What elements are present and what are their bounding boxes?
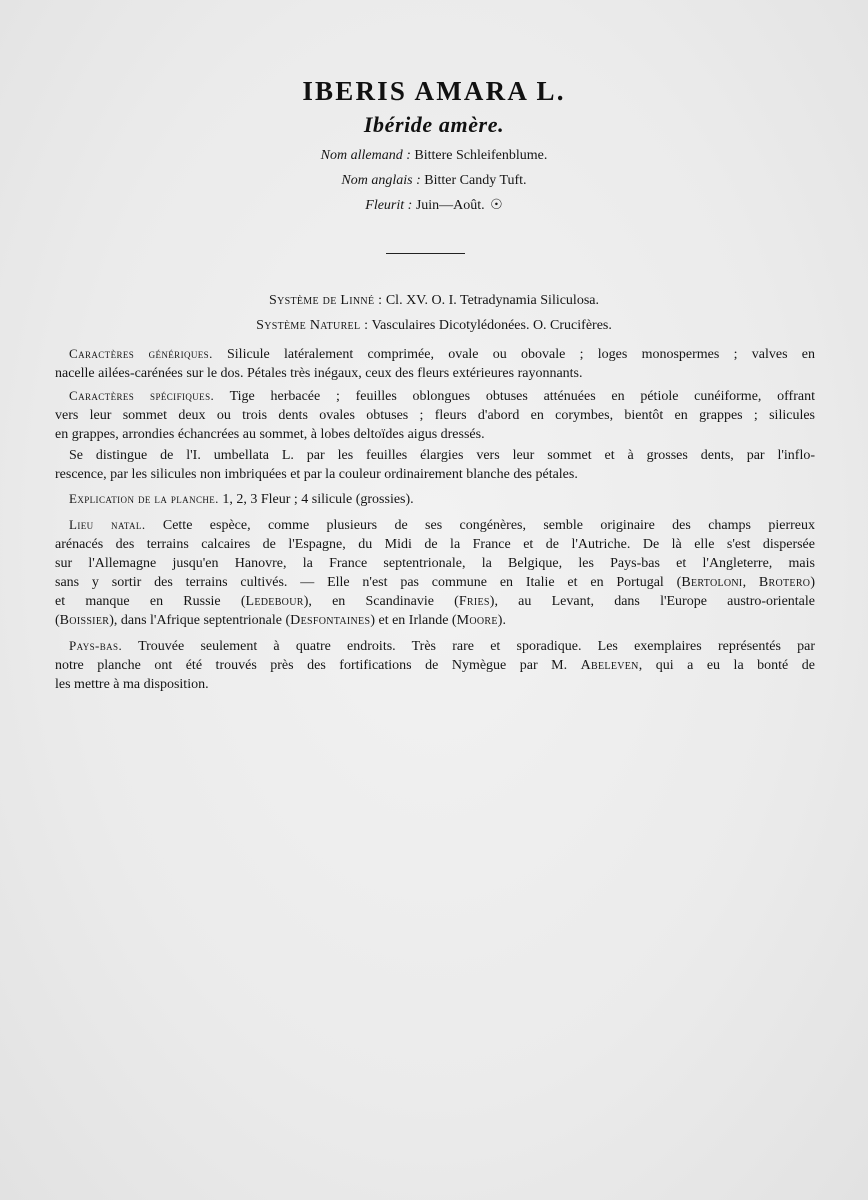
author-brotero: Brotero (758, 575, 811, 590)
netherlands-paragraph (55, 636, 815, 694)
french-name: Ibéride amère. (363, 112, 505, 137)
generic-characters-text-2: nacelle ailées-carénées sur le dos. Pétales très inégaux, ceux des fleurs extérieures rayonnants. (55, 366, 583, 381)
specific-characters-label: Caractères spécifiques. (69, 388, 215, 403)
linne-system-label: Système de Linné : (269, 293, 383, 308)
native-habitat-text-1: Cette espèce, comme plusieurs de ses congénères, semble originaire des champs pierreux (162, 518, 815, 533)
distinction-paragraph (55, 446, 815, 484)
natural-system-value: Vasculaires Dicotylédonées. O. Crucifères. (371, 318, 612, 333)
plate-explanation-paragraph (55, 489, 815, 509)
flowering-label: Fleurit : (365, 198, 413, 213)
native-habitat-text-4: sans y sortir des terrains cultivés. — Elle n'est pas commune en Italie et en Portugal (Bertoloni, Brotero) (55, 575, 816, 590)
generic-characters-text-1: Silicule latéralement comprimée, ovale ou obovale ; loges monospermes ; valves en (227, 347, 815, 362)
author-bertoloni: Bertoloni (681, 575, 743, 590)
generic-characters-label: Caractères génériques. (69, 346, 213, 361)
specific-characters-text-1: Tige herbacée ; feuilles oblongues obtuses atténuées en pétiole cunéiforme, offrant (229, 389, 815, 404)
specific-characters-paragraph (55, 386, 815, 444)
author-boissier: Boissier (59, 613, 110, 628)
english-name-value: Bitter Candy Tuft. (424, 173, 527, 188)
specific-characters-text-3: en grappes, arrondies échancrées au sommet, à lobes deltoïdes aigus dressés. (55, 427, 485, 442)
generic-characters-paragraph (55, 344, 815, 383)
author-fries: Fries (458, 594, 490, 609)
flowering-value: Juin—Août. (415, 198, 485, 213)
netherlands-text-2: notre planche ont été trouvés près des fortifications de Nymègue par M. Abeleven, qui a eu la bonté de (55, 658, 815, 673)
netherlands-text-1: Trouvée seulement à quatre endroits. Très rare et sporadique. Les exemplaires représentés par (138, 639, 815, 654)
english-name-line (0, 173, 868, 189)
linne-system-value: Cl. XV. O. I. Tetradynamia Siliculosa. (385, 293, 599, 308)
german-name-label: Nom allemand : (320, 148, 411, 163)
flowering-line (0, 197, 868, 214)
native-habitat-text-5: et manque en Russie (Ledebour), en Scandinavie (Fries), au Levant, dans l'Europe austro-orientale (55, 594, 815, 609)
plate-explanation-text: 1, 2, 3 Fleur ; 4 silicule (grossies). (222, 492, 414, 507)
page-title: IBERIS AMARA L. (302, 76, 566, 106)
distinction-text-2: rescence, par les silicules non imbriquées et par la couleur ordinairement blanche des pétales. (55, 467, 578, 482)
specific-characters-text-2: vers leur sommet deux ou trois dents ovales obtuses ; fleurs d'abord en corymbes, bientôt en grappes ; silicules (55, 408, 815, 423)
collector-abeleven: Abeleven (580, 658, 639, 673)
english-name-label: Nom anglais : (341, 173, 421, 188)
native-habitat-text-2: arénacés des terrains calcaires de l'Espagne, du Midi de la France et de l'Autriche. De là elle s'est dispersée (55, 537, 815, 552)
native-habitat-label: Lieu natal. (69, 517, 146, 532)
native-habitat-paragraph (55, 515, 815, 630)
distinction-text-1: Se distingue de l'I. umbellata L. par les feuilles élargies vers leur sommet et à grosses dents, par l'inflo- (69, 448, 815, 463)
author-ledebour: Ledebour (245, 594, 304, 609)
netherlands-text-3: les mettre à ma disposition. (55, 677, 209, 692)
plate-explanation-label: Explication de la planche. (69, 491, 219, 506)
divider-rule (386, 253, 465, 254)
native-habitat-text-6: (Boissier), dans l'Afrique septentrionale (Desfontaines) et en Irlande (Moore). (55, 613, 506, 628)
german-name-line (0, 148, 868, 164)
native-habitat-text-3: sur l'Allemagne jusqu'en Hanovre, la France septentrionale, la Belgique, les Pays-bas et l'Angleterre, mais (55, 556, 815, 571)
netherlands-label: Pays-bas. (69, 638, 123, 653)
natural-system-line (0, 318, 868, 334)
german-name-value: Bittere Schleifenblume. (414, 148, 548, 163)
author-desfontaines: Desfontaines (290, 613, 371, 628)
linne-system-line (0, 293, 868, 309)
natural-system-label: Système Naturel : (256, 318, 369, 333)
annual-symbol-icon: ☉ (490, 198, 503, 213)
author-moore: Moore (456, 613, 498, 628)
